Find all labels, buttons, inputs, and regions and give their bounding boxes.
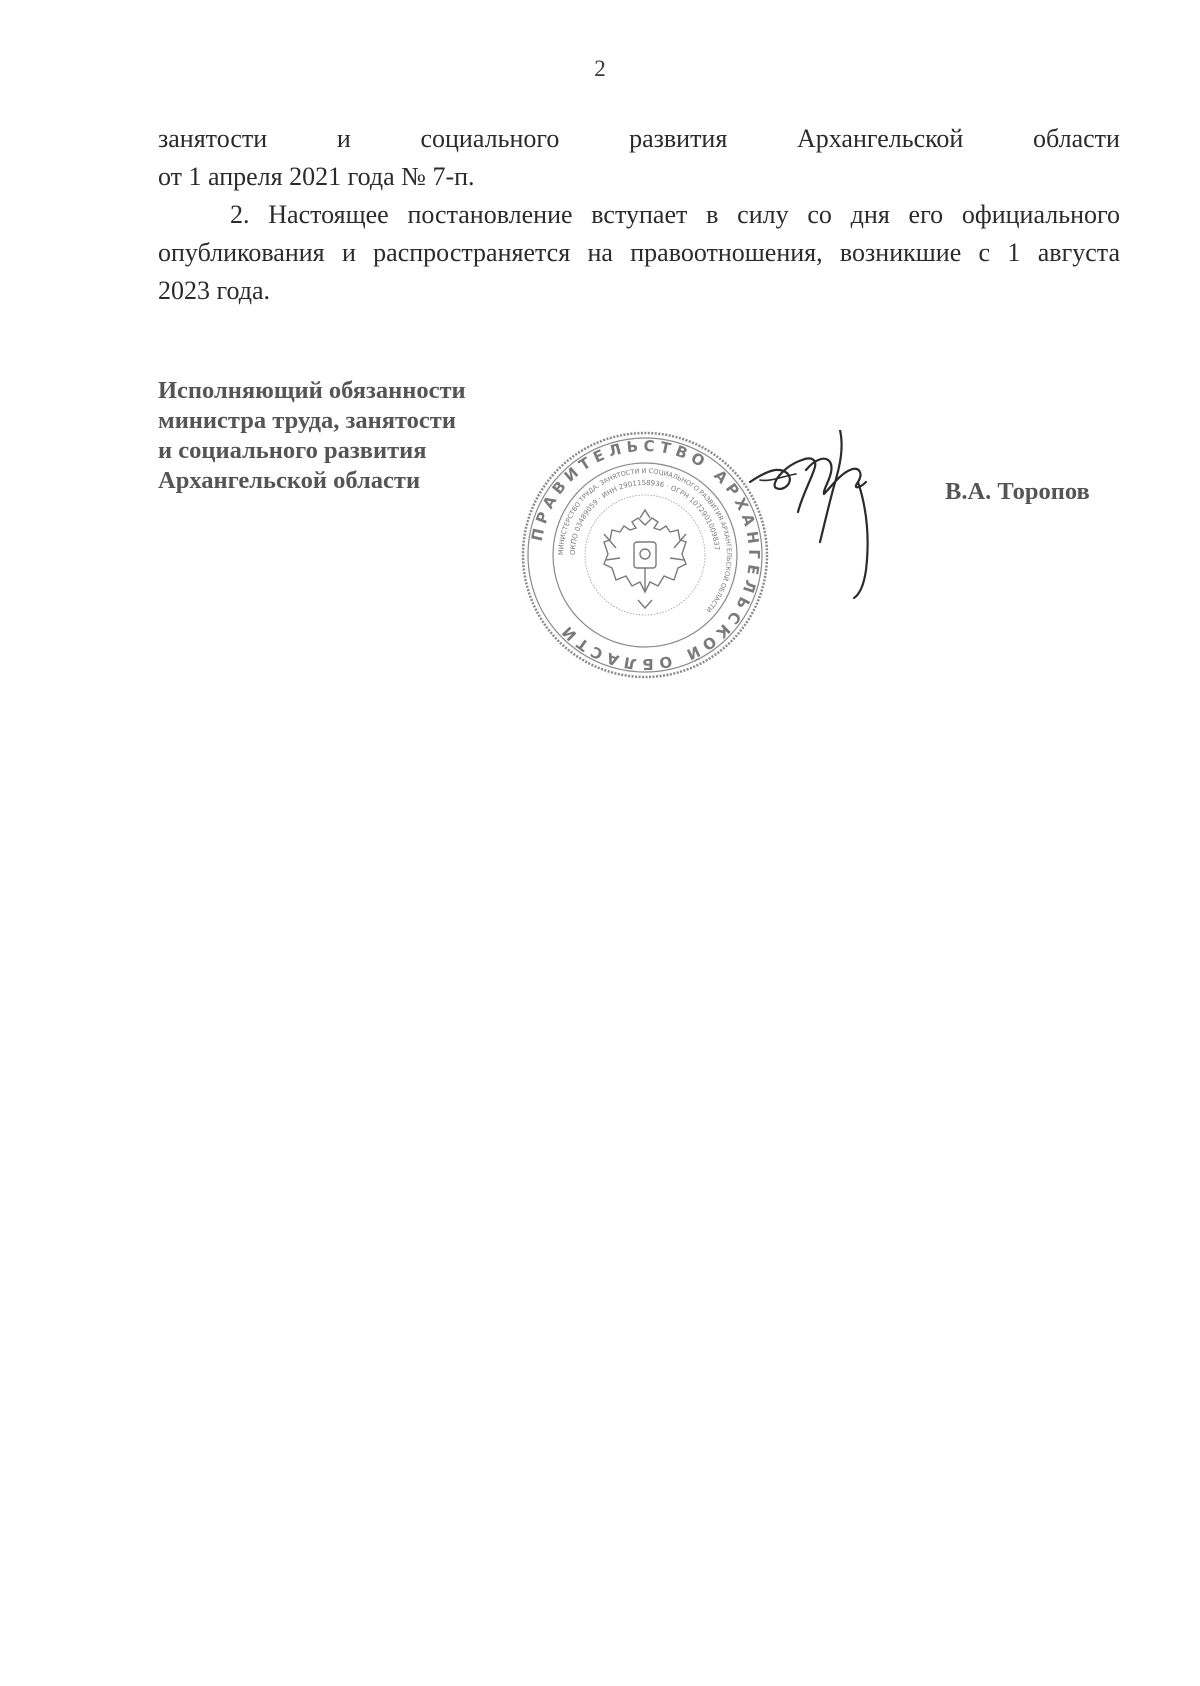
paragraph-line: от 1 апреля 2021 года № 7-п. xyxy=(158,162,475,191)
official-seal-stamp xyxy=(520,430,770,680)
stamp-inner-text: МИНИСТЕРСТВО ТРУДА, ЗАНЯТОСТИ И СОЦИАЛЬНОГО РАЗВИТИЯ АРХАНГЕЛЬСКОЙ ОБЛАСТИ xyxy=(556,466,734,614)
coat-of-arms-icon xyxy=(604,510,686,608)
signer-title-line: и социального развития xyxy=(158,437,427,464)
stamp-ids-text: ОКПО 03489059 · ИНН 2901158936 · ОГРН 1072901009837 xyxy=(568,478,721,556)
word: области xyxy=(1033,124,1120,153)
signer-title-line: Исполняющий обязанности xyxy=(158,377,466,404)
paragraph-line: 2. Настоящее постановление вступает в силу со дня его официального xyxy=(230,200,1120,229)
word: занятости xyxy=(158,124,268,153)
word: и xyxy=(336,124,351,153)
word: Архангельской xyxy=(797,124,964,153)
signer-title-line: министра труда, занятости xyxy=(158,407,456,434)
paragraph-effective-date xyxy=(158,196,1120,310)
signer-title xyxy=(158,376,466,496)
signer-title-line: Архангельской области xyxy=(158,467,421,494)
handwritten-signature xyxy=(740,430,900,600)
signer-name: В.А. Торопов xyxy=(945,478,1090,505)
paragraph-line: 2023 года. xyxy=(158,276,271,305)
word: социального xyxy=(420,124,560,153)
word: развития xyxy=(629,124,728,153)
paragraph-line-justified xyxy=(158,120,1120,158)
paragraph-continuation xyxy=(158,120,1120,196)
page-number: 2 xyxy=(594,56,606,81)
paragraph-line: опубликования и распространяется на правоотношения, возникшие с 1 августа xyxy=(158,238,1120,267)
stamp-outer-text: ПРАВИТЕЛЬСТВО АРХАНГЕЛЬСКОЙ ОБЛАСТИ xyxy=(527,436,764,674)
